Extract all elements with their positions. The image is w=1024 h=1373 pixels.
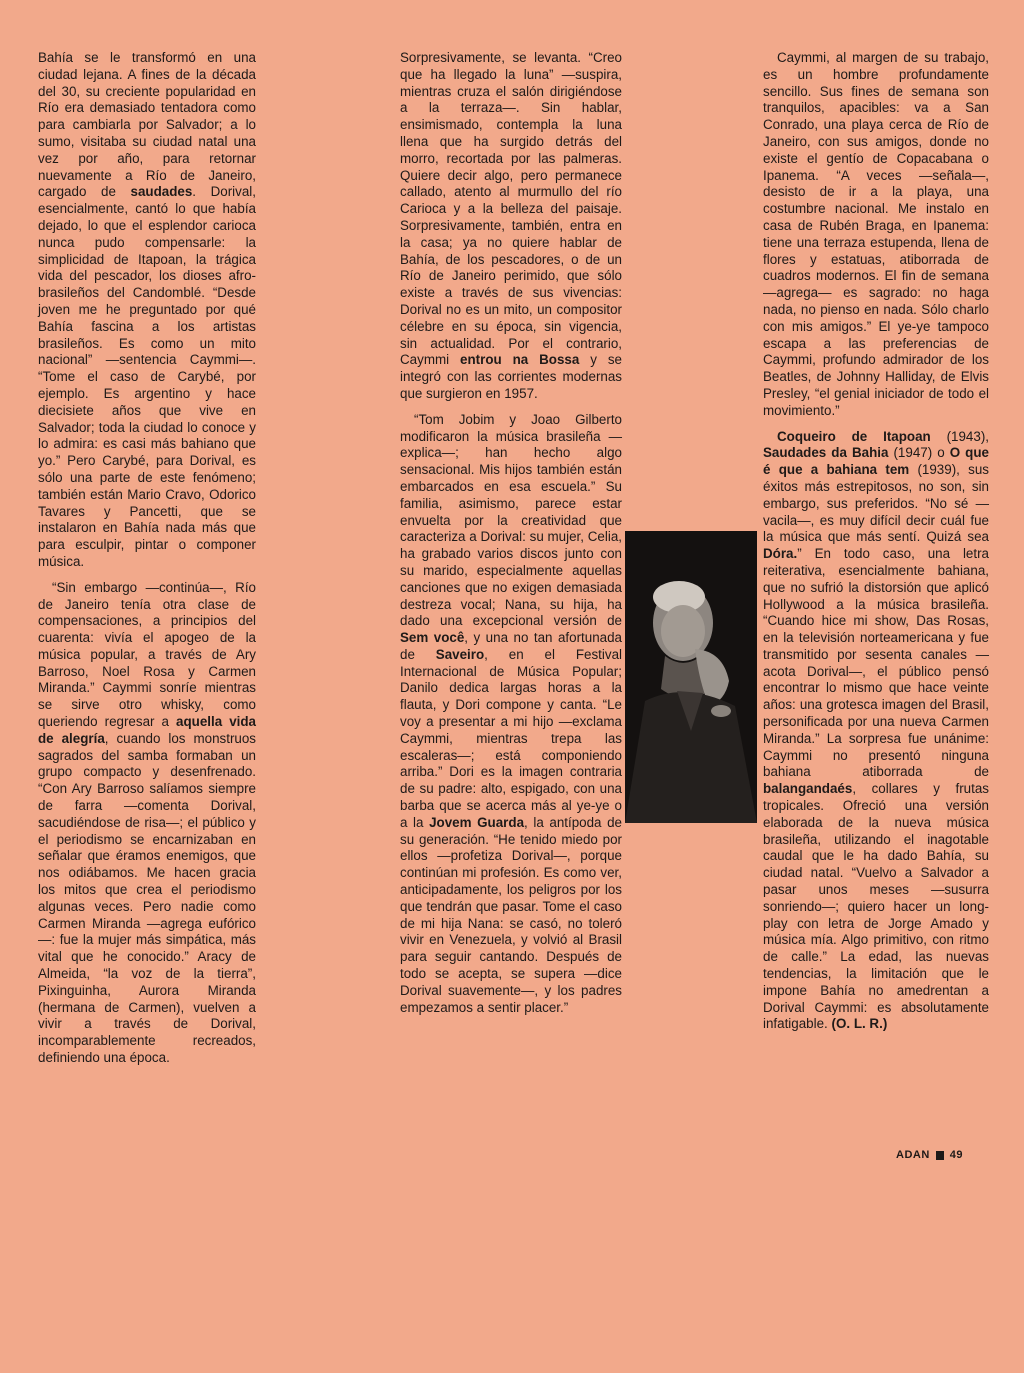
portrait-photo bbox=[625, 531, 757, 823]
paragraph: Caymmi, al margen de su trabajo, es un hombre profundamente sencillo. Sus fines de semana son tranquilos, apacibles: va a San Conrado, una playa cerca de Río de Janeiro, con sus amigos, donde no existe el gentío de Copacabana o Ipanema. “A veces —señala—, desisto de ir a la playa, una costumbre nacional. Me instalo en casa de Rubén Braga, en Ipanema: tiene una terraza estupenda, llena de flores y estatuas, atiborrada de cuadros modernos. El fin de semana —agrega— es sagrado: no haga nada, no pienso en nada. Sólo charlo con mis amigos.” El ye-ye tampoco escapa a las preferencias de Caymmi, profundo admirador de los Beatles, de Johnny Halliday, de Elvis Presley, “el genial iniciador de todo el movimiento.” bbox=[763, 50, 989, 418]
page-footer bbox=[896, 1149, 963, 1161]
column-3 bbox=[763, 50, 989, 1042]
portrait-illustration bbox=[625, 531, 757, 823]
page-number: 49 bbox=[949, 1149, 964, 1161]
column-1 bbox=[38, 50, 256, 1076]
column-2 bbox=[400, 50, 622, 1025]
paragraph: Bahía se le transformó en una ciudad lejana. A fines de la década del 30, su creciente popularidad en Río era demasiado tentadora como para cambiarla por Salvador; a lo sumo, visitaba su ciudad natal una vez por año, para retornar nuevamente a Río de Janeiro, cargado de saudades. Dorival, esencialmente, cantó lo que había dejado, lo que el esplendor carioca nunca pudo compensarle: la simplicidad de Itapoan, la trágica vida del pescador, los dioses afro-brasileños del Candomblé. “Desde joven me he preguntado por qué Bahía fascina a los artistas brasileños. Es como un mito nacional” —sentencia Caymmi—. “Tome el caso de Carybé, por ejemplo. Es argentino y hace diecisiete años que vive en Salvador; toda la ciudad lo conoce y lo admira: es casi más bahiano que yo.” Pero Carybé, para Dorival, es sólo una parte de este fenómeno; también están Mario Cravo, Odorico Tavares y Pancetti, que se instalaron en Bahía nada más que para esculpir, pintar o componer música. bbox=[38, 50, 256, 569]
paragraph: “Sin embargo —continúa—, Río de Janeiro tenía otra clase de compensaciones, a principios del cuarenta: vivía el apogeo de la música popular, a través de Ary Barroso, Noel Rosa y Carmen Miranda.” Caymmi sonríe mientras se sirve otro whisky, como queriendo regresar a aquella vida de alegría, cuando los monstruos sagrados del samba formaban un grupo compacto y desenfrenado. “Con Ary Barroso salíamos siempre de farra —comenta Dorival, sacudiéndose de risa—; el público y el periodismo se encarnizaban en señalar que éramos enemigos, que nos odiábamos. Me hacen gracia los mitos que crea el periodismo algunas veces. Pero nadie como Carmen Miranda —agrega eufórico—: fue la mujer más simpática, más vital que he conocido.” Aracy de Almeida, “la voz de la tierra”, Pixinguinha, Aurora Miranda (hermana de Carmen), vuelven a vivir a través de Dorival, incomparablemente recreados, definiendo una época. bbox=[38, 579, 256, 1066]
square-bullet-icon bbox=[936, 1151, 944, 1160]
paragraph: Coqueiro de Itapoan (1943), Saudades da Bahia (1947) o O que é que a bahiana tem (1939), sus éxitos más estrepitosos, no son, sin embargo, sus preferidos. “No sé —vacila—, es muy difícil decir cuál fue la música que más sentí. Quizá sea Dóra.” En todo caso, una letra reiterativa, esencialmente bahiana, que no sufrió la distorsión que aplicó Hollywood a la música brasileña. “Cuando hice mi show, Das Rosas, en la televisión norteamericana y fue transmitido por sesenta canales —acota Dorival—, el público pensó encontrar lo mismo que hace veinte años: una grotesca imagen del Brasil, personificada por una nueva Carmen Miranda.” La sorpresa fue unánime: Caymmi no presentó ninguna bahiana atiborrada de balangandaés, collares y frutas tropicales. Ofreció una versión elaborada de la nueva música brasileña, utilizando el inagotable caudal que le ha dado Bahía, su ciudad natal. “Vuelvo a Salvador a pasar unos meses —susurra sonriendo—; quiero hacer un long-play con letra de Jorge Amado y música mía. Algo primitivo, con ritmo de calle.” La edad, las nuevas tendencias, la limitación que le impone Bahía no amedrentan a Dorival Caymmi: es absolutamente infatigable. (O. L. R.) bbox=[763, 428, 989, 1032]
magazine-name: ADAN bbox=[896, 1149, 930, 1161]
paragraph: “Tom Jobim y Joao Gilberto modificaron la música brasileña —explica—; han hecho algo sensacional. Mis hijos también están embarcados en esa escuela.” Su familia, asimismo, parece estar envuelta por la creatividad que caracteriza a Dorival: su mujer, Celia, ha grabado varios discos junto con su marido, especialmente aquellas canciones que no exigen demasiada destreza vocal; Nana, su hija, ha dado una excepcional versión de Sem você, y una no tan afortunada de Saveiro, en el Festival Internacional de Música Popular; Danilo dedica largas horas a la flauta, y Dori compone y canta. “Le voy a presentar a mi hijo —exclama Caymmi, mientras trepa las escaleras—; está componiendo arriba.” Dori es la imagen contraria de su padre: alto, espigado, con una barba que se acerca más al ye-ye o a la Jovem Guarda, la antípoda de su generación. “He tenido miedo por ellos —profetiza Dorival—, porque continúan mi profesión. Es como ver, anticipadamente, los peligros por los que tendrán que pasar. Tome el caso de mi hija Nana: se casó, no toleró vivir en Venezuela, y volvió al Brasil para seguir cantando. Después de todo se acepta, se supera —dice Dorival suavemente—, y los padres empezamos a sentir placer.” bbox=[400, 411, 623, 1015]
paragraph: Sorpresivamente, se levanta. “Creo que ha llegado la luna” —suspira, mientras cruza el salón dirigiéndose a la terraza—. Sin hablar, ensimismado, contempla la luna llena que ha surgido detrás del morro, recortada por las palmeras. Quiere decir algo, pero permanece callado, atento al murmullo del río Carioca y a la belleza del paisaje. Sorpresivamente, también, entra en la casa; ya no quiere hablar de Bahía, de los pescadores, o de un Río de Janeiro perimido, que sólo existe a través de sus vivencias: Dorival no es un mito, un compositor célebre en su época, sin vigencia, sin actualidad. Por el contrario, Caymmi entrou na Bossa y se integró con las corrientes modernas que surgieron en 1957. bbox=[400, 50, 622, 401]
